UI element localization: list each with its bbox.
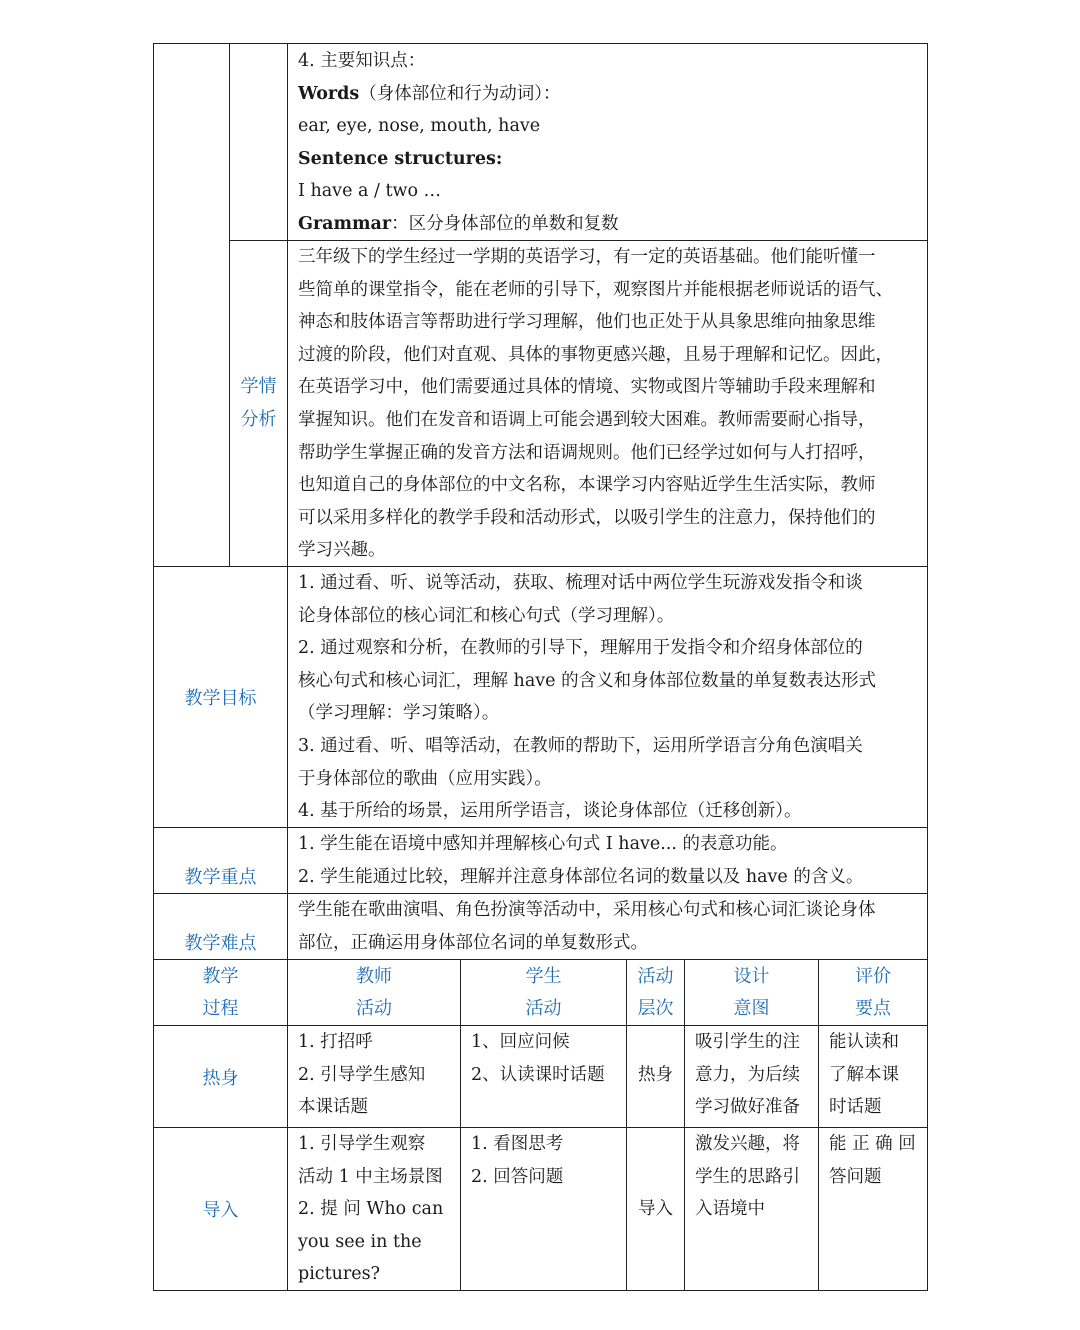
header-process-cell bbox=[153, 959, 287, 1025]
student-analysis-line: 学习兴趣。 bbox=[298, 540, 386, 561]
student-analysis-label-1: 学情 bbox=[240, 375, 277, 397]
grammar-label: Grammar bbox=[298, 213, 392, 234]
outer-left-column-cell bbox=[153, 43, 229, 566]
row-intro-level-cell bbox=[626, 1127, 684, 1291]
key-points-label: 教学重点 bbox=[184, 867, 257, 888]
row-warmup-teacher-line: 2. 引导学生感知 bbox=[298, 1064, 426, 1085]
row-intro-stage-cell bbox=[153, 1127, 287, 1291]
student-analysis-line: 可以采用多样化的教学手段和活动形式，以吸引学生的注意力，保持他们的 bbox=[298, 507, 876, 528]
words-line bbox=[298, 78, 927, 111]
row-intro-teacher-line: you see in the bbox=[298, 1231, 422, 1252]
header-evaluation-1: 评价 bbox=[855, 965, 891, 987]
difficulties-label-cell bbox=[153, 893, 287, 959]
row-warmup-student-line: 2、认读课时话题 bbox=[471, 1064, 605, 1085]
student-analysis-line: 神态和肢体语言等帮助进行学习理解，他们也正处于从具象思维向抽象思维 bbox=[298, 312, 876, 333]
objective-line: 4. 基于所给的场景，运用所学语言，谈论身体部位（迁移创新）。 bbox=[298, 801, 802, 822]
row-intro-student-cell bbox=[460, 1127, 626, 1291]
key-points-text-cell bbox=[287, 827, 928, 893]
row-warmup-student-line: 1、回应问候 bbox=[471, 1032, 570, 1052]
objective-line: 3. 通过看、听、唱等活动，在教师的帮助下，运用所学语言分角色演唱关 bbox=[298, 735, 863, 756]
grammar-line bbox=[298, 208, 927, 241]
student-analysis-line: 在英语学习中，他们需要通过具体的情境、实物或图片等辅助手段来理解和 bbox=[298, 377, 876, 398]
knowledge-points-cell bbox=[287, 43, 928, 240]
row-warmup-evaluation-line: 能认读和 bbox=[829, 1032, 899, 1052]
row-intro-evaluation-cell bbox=[818, 1127, 928, 1291]
header-evaluation-2: 要点 bbox=[855, 997, 891, 1019]
sentence-label: Sentence structures: bbox=[298, 148, 503, 169]
objectives-label-cell bbox=[153, 566, 287, 827]
row-intro-teacher-line: 2. 提 问 Who can bbox=[298, 1199, 444, 1220]
header-level-cell bbox=[626, 959, 684, 1025]
student-analysis-label-2: 分析 bbox=[240, 408, 277, 430]
row-intro-teacher-line: 1. 引导学生观察 bbox=[298, 1134, 426, 1154]
student-analysis-line: 帮助学生掌握正确的发音方法和语调规则。他们已经学过如何与人打招呼， bbox=[298, 442, 876, 463]
row-intro-teacher-cell bbox=[287, 1127, 460, 1291]
row-warmup-level: 热身 bbox=[638, 1064, 673, 1085]
row-warmup-evaluation-line: 了解本课 bbox=[829, 1064, 899, 1085]
row-warmup-teacher-line: 1. 打招呼 bbox=[298, 1032, 373, 1052]
objectives-text-cell bbox=[287, 566, 928, 827]
objective-line: 论身体部位的核心词汇和核心句式（学习理解）。 bbox=[298, 605, 675, 626]
student-analysis-line: 也知道自己的身体部位的中文名称，本课学习内容贴近学生生活实际，教师 bbox=[298, 475, 876, 496]
header-teacher-1: 教师 bbox=[356, 965, 392, 987]
objective-line: （学习理解：学习策略）。 bbox=[298, 703, 500, 724]
header-teacher-cell bbox=[287, 959, 460, 1025]
header-level-1: 活动 bbox=[637, 965, 674, 987]
row-warmup-teacher-line: 本课话题 bbox=[298, 1097, 368, 1118]
row-warmup-level-cell bbox=[626, 1025, 684, 1127]
row-warmup-stage: 热身 bbox=[202, 1067, 239, 1089]
knowledge-label-cell bbox=[229, 43, 287, 240]
row-intro-intent-line: 学生的思路引 bbox=[695, 1166, 800, 1187]
header-teacher-2: 活动 bbox=[356, 997, 392, 1019]
sentence-example: I have a / two … bbox=[298, 181, 442, 202]
objective-line: 核心句式和核心词汇，理解 have 的含义和身体部位数量的单复数表达形式 bbox=[298, 670, 877, 691]
header-evaluation-cell bbox=[818, 959, 928, 1025]
row-intro-teacher-line: pictures? bbox=[298, 1264, 380, 1285]
row-intro-student-line: 2. 回答问题 bbox=[471, 1166, 564, 1187]
difficulty-line: 部位，正确运用身体部位名词的单复数形式。 bbox=[298, 932, 648, 953]
words-desc: （身体部位和行为动词）： bbox=[359, 83, 561, 104]
row-warmup-intent-line: 学习做好准备 bbox=[695, 1097, 800, 1118]
key-point-line: 2. 学生能通过比较，理解并注意身体部位名词的数量以及 have 的含义。 bbox=[298, 866, 864, 887]
difficulties-label: 教学难点 bbox=[184, 933, 257, 954]
student-analysis-line: 过渡的阶段，他们对直观、具体的事物更感兴趣，且易于理解和记忆。因此， bbox=[298, 344, 893, 365]
objective-line: 于身体部位的歌曲（应用实践）。 bbox=[298, 768, 552, 789]
row-warmup-stage-cell bbox=[153, 1025, 287, 1127]
row-intro-evaluation-line: 能 正 确 回 bbox=[829, 1134, 916, 1154]
row-intro-teacher-line: 活动 1 中主场景图 bbox=[298, 1166, 443, 1187]
header-student-1: 学生 bbox=[525, 965, 562, 987]
row-warmup-intent-line: 吸引学生的注 bbox=[695, 1032, 800, 1052]
row-intro-stage: 导入 bbox=[202, 1200, 239, 1221]
words-list: ear, eye, nose, mouth, have bbox=[298, 116, 541, 137]
row-warmup-intent-line: 意力，为后续 bbox=[695, 1064, 800, 1085]
header-level-2: 层次 bbox=[637, 997, 674, 1019]
header-intent-cell bbox=[684, 959, 818, 1025]
difficulties-text-cell bbox=[287, 893, 928, 959]
knowledge-heading: 4. 主要知识点： bbox=[298, 51, 426, 71]
student-analysis-line: 掌握知识。他们在发音和语调上可能会遇到较大困难。教师需要耐心指导， bbox=[298, 409, 876, 430]
row-warmup-evaluation-cell bbox=[818, 1025, 928, 1127]
row-intro-intent-line: 入语境中 bbox=[695, 1199, 765, 1220]
header-student-2: 活动 bbox=[525, 997, 562, 1019]
student-analysis-label-cell bbox=[229, 240, 287, 566]
header-process-1: 教学 bbox=[202, 965, 239, 987]
row-warmup-teacher-cell bbox=[287, 1025, 460, 1127]
row-warmup-student-cell bbox=[460, 1025, 626, 1127]
student-analysis-line: 些简单的课堂指令，能在老师的引导下，观察图片并能根据老师说话的语气、 bbox=[298, 279, 893, 300]
row-intro-student-line: 1. 看图思考 bbox=[471, 1134, 564, 1154]
header-student-cell bbox=[460, 959, 626, 1025]
header-intent-1: 设计 bbox=[733, 965, 770, 987]
row-intro-evaluation-line: 答问题 bbox=[829, 1166, 882, 1187]
student-analysis-line: 三年级下的学生经过一学期的英语学习，有一定的英语基础。他们能听懂一 bbox=[298, 247, 876, 267]
key-points-label-cell bbox=[153, 827, 287, 893]
header-process-2: 过程 bbox=[202, 997, 239, 1019]
objective-line: 1. 通过看、听、说等活动，获取、梳理对话中两位学生玩游戏发指令和谈 bbox=[298, 573, 863, 593]
key-point-line: 1. 学生能在语境中感知并理解核心句式 I have... 的表意功能。 bbox=[298, 834, 788, 854]
row-warmup-evaluation-line: 时话题 bbox=[829, 1097, 882, 1118]
header-intent-2: 意图 bbox=[733, 997, 770, 1019]
objectives-label: 教学目标 bbox=[184, 688, 257, 709]
row-intro-intent-line: 激发兴趣，将 bbox=[695, 1134, 800, 1154]
row-warmup-intent-cell bbox=[684, 1025, 818, 1127]
words-label: Words bbox=[298, 83, 360, 104]
objective-line: 2. 通过观察和分析，在教师的引导下，理解用于发指令和介绍身体部位的 bbox=[298, 638, 863, 659]
grammar-desc: ：区分身体部位的单数和复数 bbox=[391, 213, 619, 234]
row-intro-intent-cell bbox=[684, 1127, 818, 1291]
student-analysis-text-cell bbox=[287, 240, 928, 566]
row-intro-level: 导入 bbox=[638, 1199, 673, 1220]
difficulty-line: 学生能在歌曲演唱、角色扮演等活动中，采用核心句式和核心词汇谈论身体 bbox=[298, 900, 876, 920]
